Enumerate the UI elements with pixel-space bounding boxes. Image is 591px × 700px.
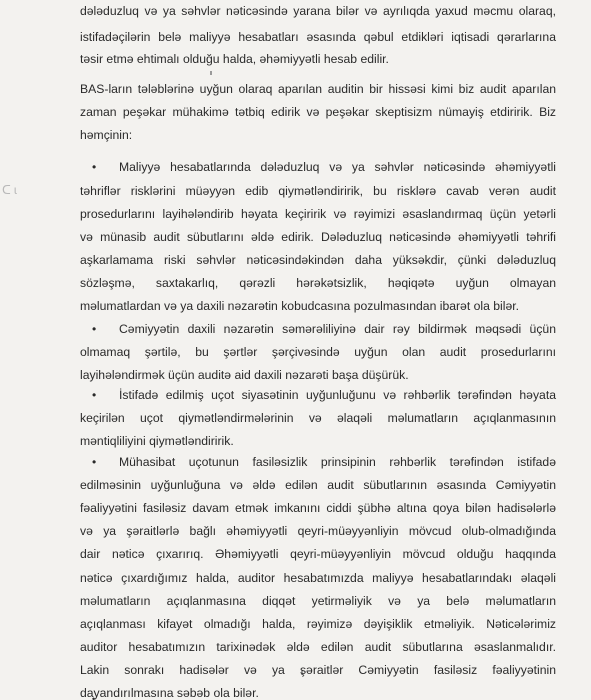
text-line: BAS-ların tələblərinə uyğun olaraq aparılan auditin bir hissəsi kimi biz audit aparılan [80,82,556,96]
text-line: dayandırılmasına səbəb ola bilər. [80,686,259,700]
text-line: təsir etmə ehtimalı olduğu halda, əhəmiyyətli hesab edilir. [80,52,389,66]
text-line: layihələndirmək üçün auditə aid daxili nəzarəti başa düşürük. [80,368,409,382]
text-line: dələduzluq və ya səhvlər nəticəsində yarana bilər və ayrılıqda yaxud məcmu olaraq, [80,4,556,18]
bullet-marker: • [92,388,97,402]
text-line: Cəmiyyətin daxili nəzarətin səmərəliliyinə dair rəy bildirmək məqsədi üçün [119,322,556,336]
text-line: həmçinin: [80,128,133,142]
margin-mark: ᑕ ɩ [2,183,17,197]
text-line: fəaliyyətini fasiləsiz davam etmək imkanını ciddi şübhə altına qoya bilən hadisələrlə [80,501,556,515]
text-line: və münasib audit sübutlarını əldə edirik. Dələduzluq nəticəsində əhəmiyyətli təhrifi [80,230,556,244]
text-line: Maliyyə hesabatlarında dələduzluq və ya səhvlər nəticəsində əhəmiyyətli [119,160,556,174]
text-line: nəticə çıxardığımız halda, auditor hesabatımızda maliyyə hesabatlarındakı əlaqəli [80,571,556,585]
text-line: prosedurlarını layihələndirib həyata keçiririk və rəyimizi əsaslandırmaq üçün yetərli [80,207,556,221]
text-line: sözləşmə, saxtakarlıq, qərəzli hərəkətsizlik, həqiqətə uyğun olmayan [80,276,556,290]
text-line: zaman peşəkar mühakimə tətbiq edirik və peşəkar skeptisizm nümayiş etdiririk. Biz [80,105,556,119]
text-line: məlumatlardan və ya daxili nəzarətin kobudcasına pozulmasından ibarət ola bilər. [80,299,520,313]
text-line: istifadəçilərin belə maliyyə hesabatları əsasında qəbul etdikləri iqtisadi qərarlarına [80,30,556,44]
text-line: və ya şəraitlərlə bağlı əhəmiyyətli qeyri-müəyyənliyin mövcud olub-olmadığında [80,524,556,538]
text-line: açıqlanması kifayət olmadığı halda, rəyimizə dəyişiklik etməliyik. Nəticələrimiz [80,617,556,631]
text-line: təhriflər risklərini müəyyən edib qiymətləndiririk, bu risklərə cavab verən audit [80,184,556,198]
text-line: olmamaq şərtilə, bu şərtlər şərçivəsində uyğun olan audit prosedurlarını [80,345,556,359]
pen-tick [210,71,212,75]
bullet-marker: • [92,322,97,336]
text-line: İstifadə edilmiş uçot siyasətinin uyğunluğunu və rəhbərlik tərəfindən həyata [119,388,556,402]
bullet-marker: • [92,455,97,469]
text-line: keçirilən uçot qiymətləndirmələrinin və əlaqəli məlumatların açıqlanmasının [80,411,556,425]
text-line: Mühasibat uçotunun fasiləsizlik prinsipinin rəhbərlik tərəfindən istifadə [119,455,556,469]
text-line: edilməsinin uyğunluğuna və əldə edilən audit sübutlarının əsasında Cəmiyyətin [80,478,556,492]
text-line: məlumatların açıqlanmasına diqqət yetirməliyik və ya belə məlumatların [80,594,556,608]
bullet-marker: • [92,160,97,174]
text-line: dair nəticə çıxarırıq. Əhəmiyyətli qeyri-müəyyənliyin mövcud olduğu haqqında [80,547,556,561]
text-line: auditor hesabatımızın tarixinədək əldə edilən audit sübutlarına əsaslanmalıdır. [80,640,556,654]
text-line: Lakin sonrakı hadisələr və ya şəraitlər Cəmiyyətin fasiləsiz fəaliyyətinin [80,663,556,677]
text-line: məntiqliliyini qiymətləndiririk. [80,434,234,448]
text-line: aşkarlamama riski səhvlər nəticəsindəkindən daha yüksəkdir, çünki dələduzluq [80,253,556,267]
